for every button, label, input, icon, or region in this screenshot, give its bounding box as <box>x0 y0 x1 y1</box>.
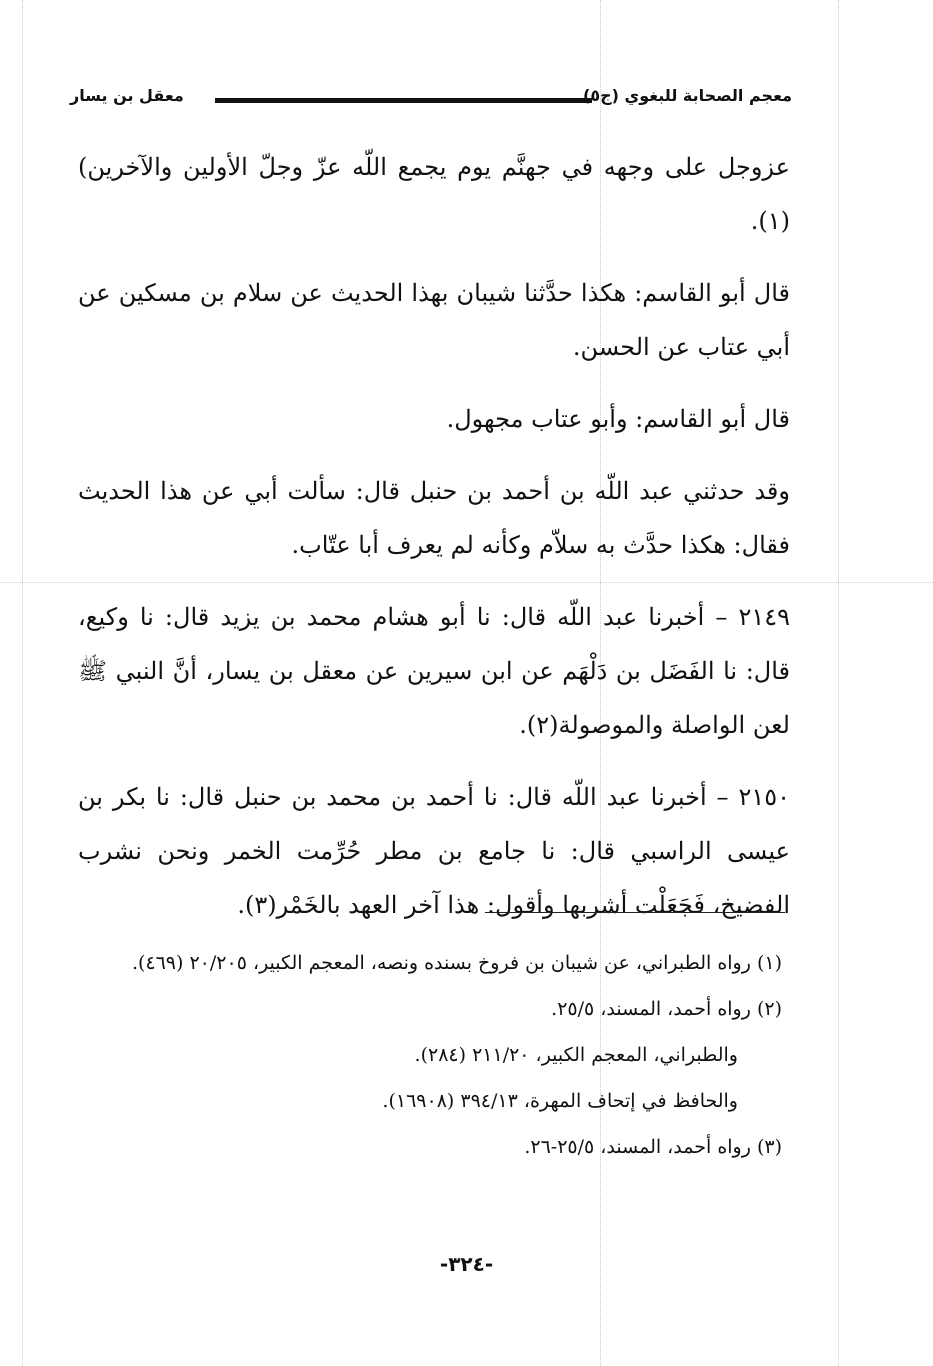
footnote-3: (٣) رواه أحمد، المسند، ٢٥/٥-٢٦. <box>524 1136 782 1158</box>
hadith-2149: ٢١٤٩ – أخبرنا عبد اللّه قال: نا أبو هشام محمد بن يزيد قال: نا وكيع، قال: نا الفَضَل بن دَلْهَم عن ابن سيرين عن معقل بن يسار، أنَّ النبي ﷺ لعن الواصلة والموصولة(٢). <box>78 603 790 739</box>
footnote-separator <box>485 912 785 913</box>
paragraph: عزوجل على وجهه في جهنَّم يوم يجمع اللّه عزّ وجلّ الأولين والآخرين)(١). <box>78 153 790 235</box>
main-text <box>78 140 790 950</box>
paragraph: قال أبو القاسم: هكذا حدَّثنا شيبان بهذا الحديث عن سلام بن مسكين عن أبي عتاب عن الحسن. <box>78 279 790 361</box>
scan-guide-line <box>838 0 839 1366</box>
footnote-1: (١) رواه الطبراني، عن شيبان بن فروخ بسنده ونصه، المعجم الكبير، ٢٠/٢٠٥ (٤٦٩). <box>131 952 782 974</box>
page-number: -٣٢٤- <box>439 1252 494 1276</box>
scan-guide-line <box>22 0 23 1366</box>
book-title: معجم الصحابة للبغوي (ج٥) <box>583 86 792 105</box>
hadith-2150: ٢١٥٠ – أخبرنا عبد اللّه قال: نا أحمد بن محمد بن حنبل قال: نا بكر بن عيسى الراسبي قال: نا جامع بن مطر حُرِّمت الخمر ونحن نشرب الفضيخ، فَجَعَلْت أشربها وأقول: هذا آخر العهد بالخَمْر(٣). <box>78 783 790 919</box>
footnotes <box>70 940 782 1170</box>
running-header <box>70 86 792 116</box>
footnote-2: (٢) رواه أحمد، المسند، ٢٥/٥. <box>551 998 782 1020</box>
header-rule <box>215 98 592 103</box>
entry-name: معقل بن يسار <box>70 86 184 105</box>
footnote-2-continued: والحافظ في إتحاف المهرة، ٣٩٤/١٣ (١٦٩٠٨). <box>382 1090 738 1112</box>
paragraph: قال أبو القاسم: وأبو عتاب مجهول. <box>446 405 790 433</box>
footnote-2-continued: والطبراني، المعجم الكبير، ٢١١/٢٠ (٢٨٤). <box>414 1044 738 1066</box>
paragraph: وقد حدثني عبد اللّه بن أحمد بن حنبل قال: سألت أبي عن هذا الحديث فقال: هكذا حدَّث به سلاّم وكأنه لم يعرف أبا عتّاب. <box>78 477 790 559</box>
